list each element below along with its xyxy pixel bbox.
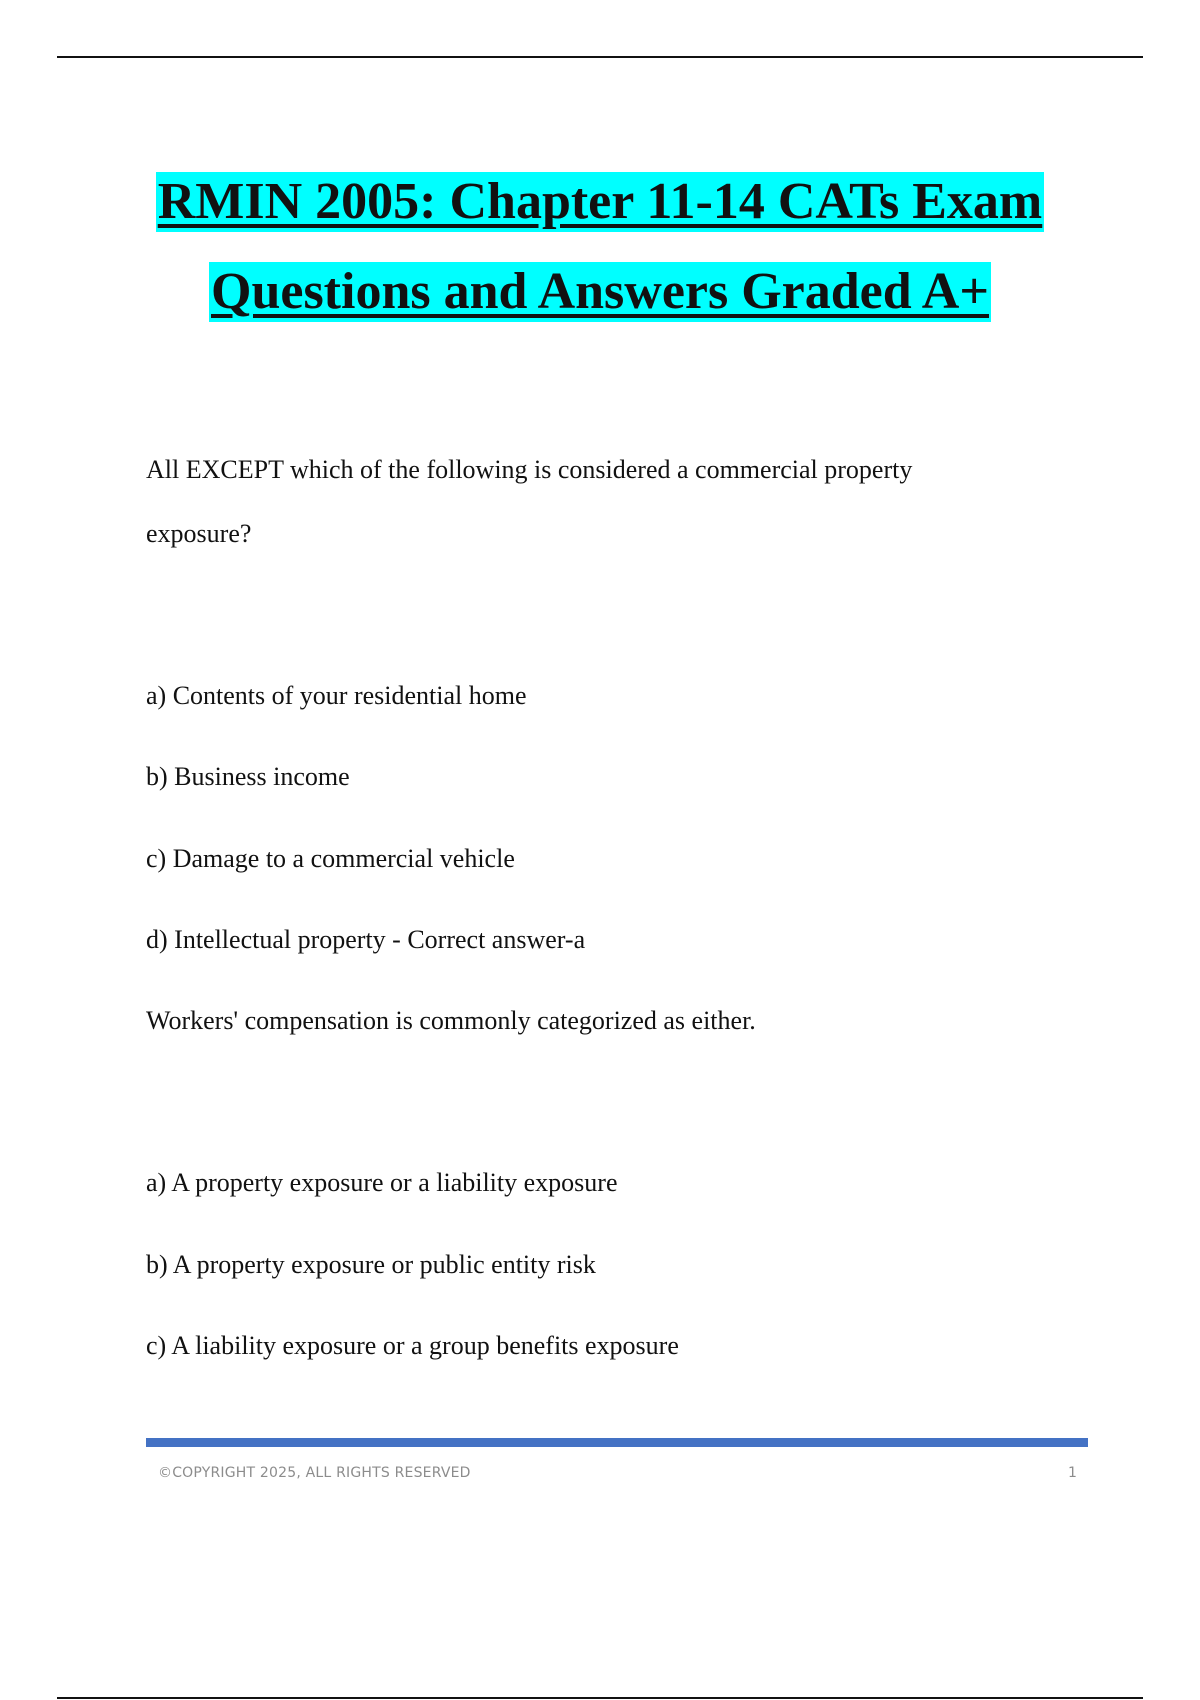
question-2-stem: Workers' compensation is commonly categorized as either. bbox=[146, 1006, 756, 1035]
question-2-option-c: c) A liability exposure or a group benefits exposure bbox=[146, 1331, 679, 1360]
title-line-1: RMIN 2005: Chapter 11-14 CATs Exam bbox=[157, 173, 1043, 230]
question-1-option-c: c) Damage to a commercial vehicle bbox=[146, 844, 515, 873]
footer-bar bbox=[146, 1438, 1088, 1447]
question-2-option-b: b) A property exposure or public entity risk bbox=[146, 1250, 596, 1279]
bottom-page-rule bbox=[57, 1697, 1143, 1699]
question-1-option-d: d) Intellectual property - Correct answer-a bbox=[146, 925, 586, 954]
question-2-option-a: a) A property exposure or a liability exposure bbox=[146, 1168, 618, 1197]
document-title bbox=[0, 172, 1200, 322]
footer-page-number: 1 bbox=[1068, 1465, 1077, 1481]
title-line-2: Questions and Answers Graded A+ bbox=[211, 263, 989, 320]
question-1-stem-line-2: exposure? bbox=[146, 519, 252, 548]
footer-copyright: ©COPYRIGHT 2025, ALL RIGHTS RESERVED bbox=[158, 1465, 471, 1481]
question-1-option-b: b) Business income bbox=[146, 762, 350, 791]
top-page-rule bbox=[57, 56, 1143, 58]
question-1-option-a: a) Contents of your residential home bbox=[146, 681, 527, 710]
question-1-stem-line-1: All EXCEPT which of the following is considered a commercial property bbox=[146, 455, 913, 484]
